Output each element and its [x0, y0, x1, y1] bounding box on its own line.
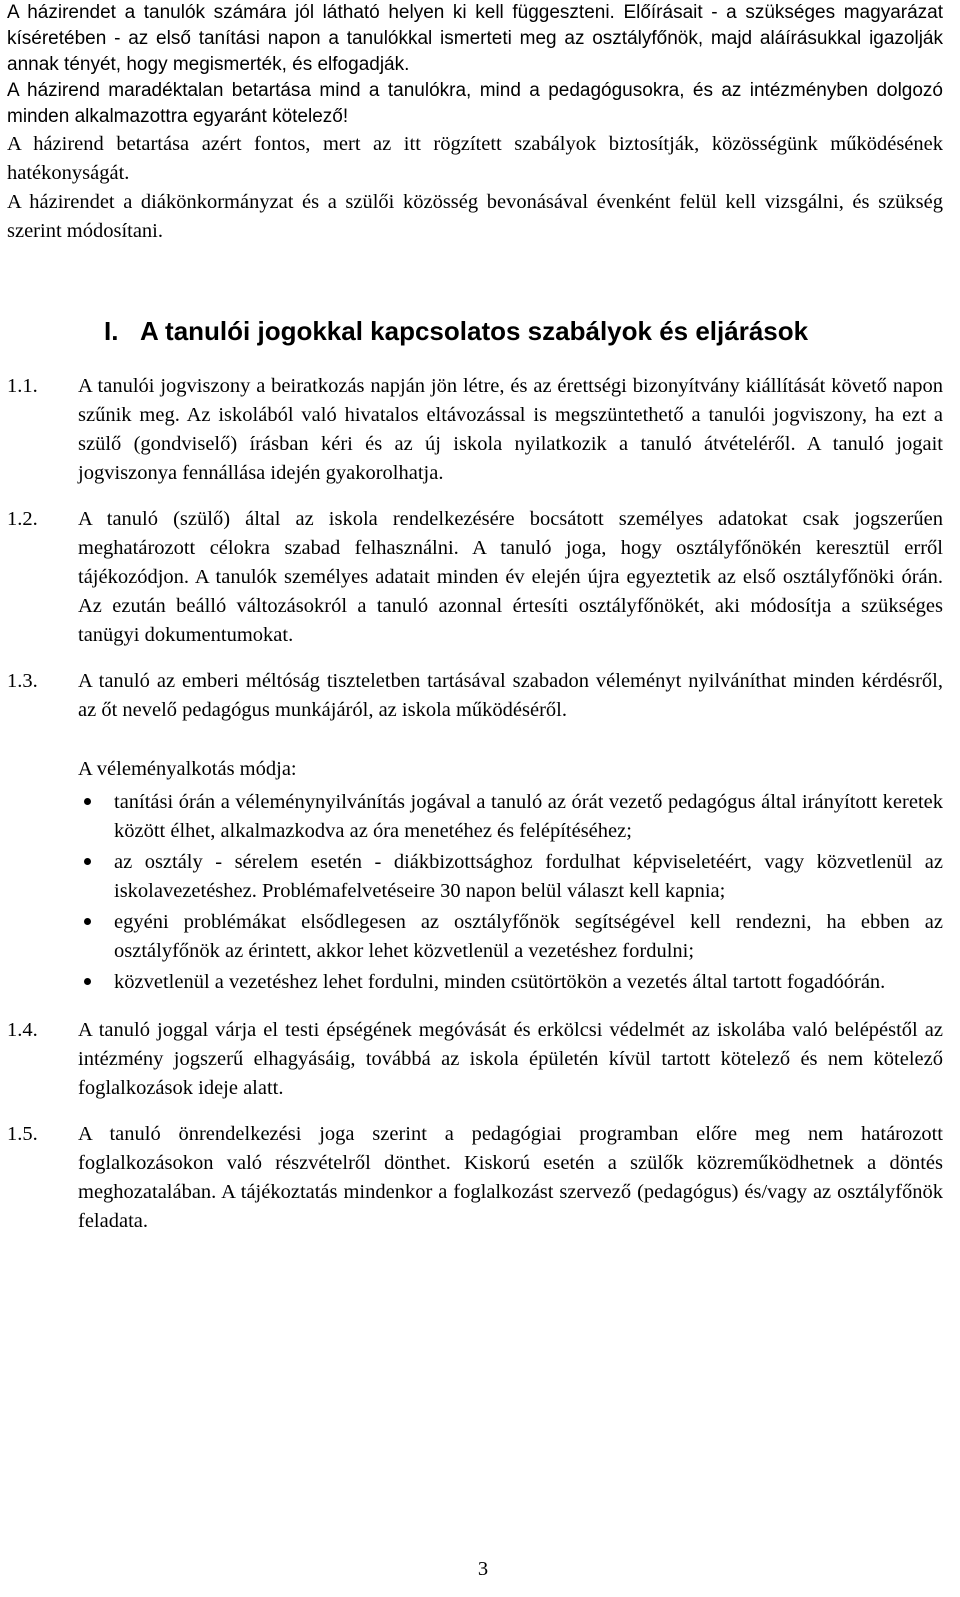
- list-item-1-5: [7, 1120, 943, 1236]
- list-item-1-4: [7, 1016, 943, 1103]
- item-text: A tanulói jogviszony a beiratkozás napján jön létre, és az érettségi bizonyítvány kiállítását követő napon szűnik meg. Az iskolából való hivatalos eltávozással is megszüntethető a tanulói jogviszony, ha ezt a szülő (gondviselő) írásban kéri és az új iskola nyilatkozik a tanuló átvételéről. A tanuló jogait jogviszonya fennállása idején gyakorolhatja.: [78, 375, 943, 484]
- intro-paragraph-3: A házirend betartása azért fontos, mert az itt rögzített szabályok biztosítják, közösségünk működésének hatékonyságát.: [7, 133, 943, 184]
- bullet-item: [78, 788, 943, 846]
- bullet-icon: [78, 788, 114, 846]
- bullet-icon: [78, 968, 114, 997]
- item-number: 1.3.: [7, 670, 38, 692]
- bullet-icon: [78, 908, 114, 966]
- section-number: I.: [104, 316, 119, 346]
- bullet-item: [78, 848, 943, 906]
- item-number: 1.1.: [7, 375, 38, 397]
- opinion-method-list: [78, 788, 943, 997]
- item-number: 1.4.: [7, 1019, 38, 1041]
- item-text: A tanuló az emberi méltóság tiszteletben tartásával szabadon véleményt nyilváníthat minden kérdésről, az őt nevelő pedagógus munkájáról, az iskola működéséről.: [78, 670, 943, 721]
- item-text: A tanuló önrendelkezési joga szerint a pedagógiai programban előre meg nem határozott foglalkozásokon való részvételről dönthet. Kiskorú esetén a szülők közreműködhetnek a döntés meghozatalában. A tájékoztatás mindenkor a foglalkozást szervező (pedagógus) és/vagy az osztályfőnök feladata.: [78, 1123, 943, 1232]
- intro-paragraph-2: A házirend maradéktalan betartása mind a tanulókra, mind a pedagógusokra, és az intézményben dolgozó minden alkalmazottra egyaránt kötelező!: [7, 80, 943, 127]
- intro-paragraph-4: A házirendet a diákönkormányzat és a szülői közösség bevonásával évenként felül kell vizsgálni, és szükség szerint módosítani.: [7, 191, 943, 242]
- item-number: 1.2.: [7, 508, 38, 530]
- bullet-text: tanítási órán a véleménynyilvánítás jogával a tanuló az órát vezető pedagógus által irányított keretek között élhet, alkalmazkodva az óra menetéhez és felépítéséhez;: [114, 791, 943, 842]
- item-text: A tanuló (szülő) által az iskola rendelkezésére bocsátott személyes adatokat csak jogszerűen meghatározott célokra szabad felhasználni. A tanuló joga, hogy osztályfőnökén keresztül erről tájékozódjon. A tanulók személyes adatait minden év elején újra egyeztetik az első osztályfőnöki órán. Az ezután beálló változásokról a tanuló azonnal értesíti osztályfőnökét, aki módosítja a szükséges tanügyi dokumentumokat.: [78, 508, 943, 646]
- bullet-text: az osztály - sérelem esetén - diákbizottsághoz fordulhat képviseletéért, vagy közvetlenül az iskolavezetéshez. Problémafelvetéseire 30 napon belül választ kell kapnia;: [114, 851, 943, 902]
- section-title: A tanulói jogokkal kapcsolatos szabályok és eljárások: [140, 316, 809, 346]
- page-number-text: 3: [477, 1558, 489, 1580]
- item-number: 1.5.: [7, 1123, 38, 1145]
- bullet-item: [78, 968, 943, 997]
- list-item-1-3: [7, 667, 943, 999]
- bullet-text: egyéni problémákat elsődlegesen az osztályfőnök segítségével kell rendezni, ha ebben az osztályfőnök az érintett, akkor lehet közvetlenül a vezetéshez fordulni;: [114, 911, 943, 962]
- document-page: [7, 0, 943, 1597]
- bullet-text: közvetlenül a vezetéshez lehet fordulni, minden csütörtökön a vezetés által tartott fogadóórán.: [114, 971, 886, 993]
- bullet-icon: [78, 848, 114, 906]
- list-item-1-1: [7, 372, 943, 488]
- item-text: A tanuló joggal várja el testi épségének megóvását és erkölcsi védelmét az iskolába való belépéstől az intézmény jogszerű elhagyásáig, továbbá az iskola épületén kívül tartott kötelező és nem kötelező foglalkozások ideje alatt.: [78, 1019, 943, 1099]
- intro-paragraph-1: A házirendet a tanulók számára jól látható helyen ki kell függeszteni. Előírásait - a szükséges magyarázat kíséretében - az első tanítási napon a tanulókkal ismerteti meg az osztályfőnök, majd aláírásukkal igazolják annak tényét, hogy megismerték, és elfogadják.: [7, 2, 943, 75]
- intro-block: [7, 0, 943, 246]
- opinion-method-label: A véleményalkotás módja:: [78, 758, 297, 780]
- bullet-item: [78, 908, 943, 966]
- list-item-1-2: [7, 505, 943, 650]
- page-number: [7, 1555, 943, 1584]
- section-heading: [104, 315, 943, 347]
